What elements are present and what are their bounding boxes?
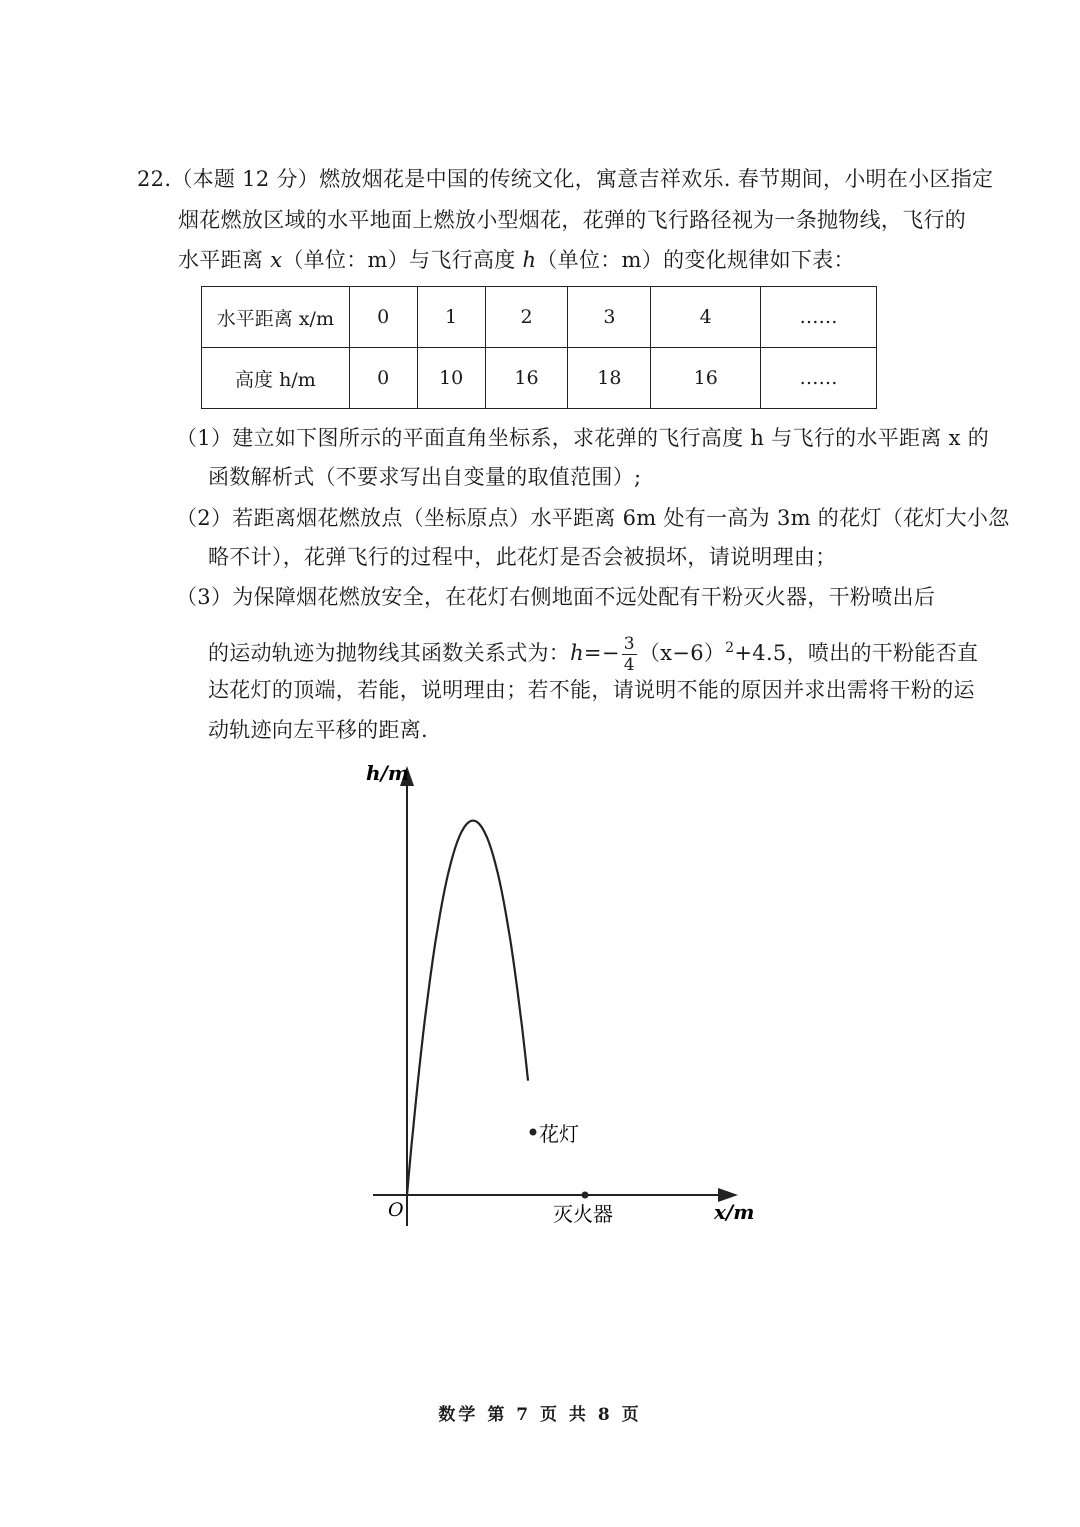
table-cell: 0 bbox=[349, 348, 417, 409]
row2-label: 高度 h/m bbox=[202, 348, 350, 409]
intro-line-1: 燃放烟花是中国的传统文化，寓意吉祥欢乐. 春节期间，小明在小区指定 bbox=[319, 167, 994, 191]
origin-label: O bbox=[388, 1199, 404, 1221]
table-cell: 2 bbox=[485, 287, 568, 348]
q3-line-2a: 的运动轨迹为抛物线其函数关系式为： bbox=[208, 641, 571, 665]
table-cell: 10 bbox=[417, 348, 485, 409]
q3-line-1: （3）为保障烟花燃放安全，在花灯右侧地面不远处配有干粉灭火器，干粉喷出后 bbox=[176, 585, 936, 609]
fraction-numerator: 3 bbox=[623, 634, 635, 654]
var-x: x bbox=[270, 248, 283, 272]
table-cell: 16 bbox=[485, 348, 568, 409]
intro-3b: （单位：m）与飞行高度 bbox=[282, 248, 523, 272]
var-h: h bbox=[522, 248, 537, 272]
table-cell: 0 bbox=[349, 287, 417, 348]
extinguisher-point bbox=[582, 1192, 589, 1199]
problem-number: 22. bbox=[137, 167, 172, 191]
q3-line-2b: ，喷出的干粉能否直 bbox=[786, 641, 979, 665]
formula-exponent: 2 bbox=[725, 640, 735, 656]
score-note: （本题 12 分） bbox=[171, 167, 320, 191]
y-axis-label: h/m bbox=[366, 761, 410, 785]
q3-line-4: 动轨迹向左平移的距离. bbox=[208, 718, 428, 742]
table-cell: 18 bbox=[568, 348, 651, 409]
formula-rest: （x−6） bbox=[638, 641, 726, 665]
table-cell: 3 bbox=[568, 287, 651, 348]
intro-line-2: 烟花燃放区域的水平地面上燃放小型烟花，花弹的飞行路径视为一条抛物线，飞行的 bbox=[178, 208, 967, 232]
intro-3c: （单位：m）的变化规律如下表： bbox=[536, 248, 855, 272]
q2-line-2: 略不计），花弹飞行的过程中，此花灯是否会被损坏，请说明理由； bbox=[208, 545, 837, 569]
lantern-point bbox=[530, 1129, 537, 1136]
firework-trajectory bbox=[407, 821, 528, 1195]
q3-line-3: 达花灯的顶端，若能，说明理由；若不能，请说明不能的原因并求出需将干粉的运 bbox=[208, 678, 975, 702]
q1-line-2: 函数解析式（不要求写出自变量的取值范围）; bbox=[208, 465, 642, 489]
lantern-label: 花灯 bbox=[539, 1122, 579, 1146]
intro-3a: 水平距离 bbox=[178, 248, 271, 272]
table-cell: …… bbox=[761, 287, 877, 348]
x-axis-label: x/m bbox=[714, 1200, 755, 1224]
table-cell: …… bbox=[761, 348, 877, 409]
table-cell: 1 bbox=[417, 287, 485, 348]
q2-line-1: （2）若距离烟花燃放点（坐标原点）水平距离 6m 处有一高为 3m 的花灯（花灯大小忽 bbox=[176, 506, 1010, 530]
table-cell: 16 bbox=[651, 348, 761, 409]
extinguisher-label: 灭火器 bbox=[553, 1202, 613, 1226]
page-footer: 数学 第 7 页 共 8 页 bbox=[438, 1405, 642, 1425]
fraction-denominator: 4 bbox=[623, 655, 635, 675]
formula-tail: +4.5 bbox=[734, 641, 787, 665]
row1-label: 水平距离 x/m bbox=[202, 287, 350, 348]
q1-line-1: （1）建立如下图所示的平面直角坐标系，求花弹的飞行高度 h 与飞行的水平距离 x 的 bbox=[176, 426, 990, 450]
table-cell: 4 bbox=[651, 287, 761, 348]
formula-h: h=− bbox=[570, 641, 620, 665]
